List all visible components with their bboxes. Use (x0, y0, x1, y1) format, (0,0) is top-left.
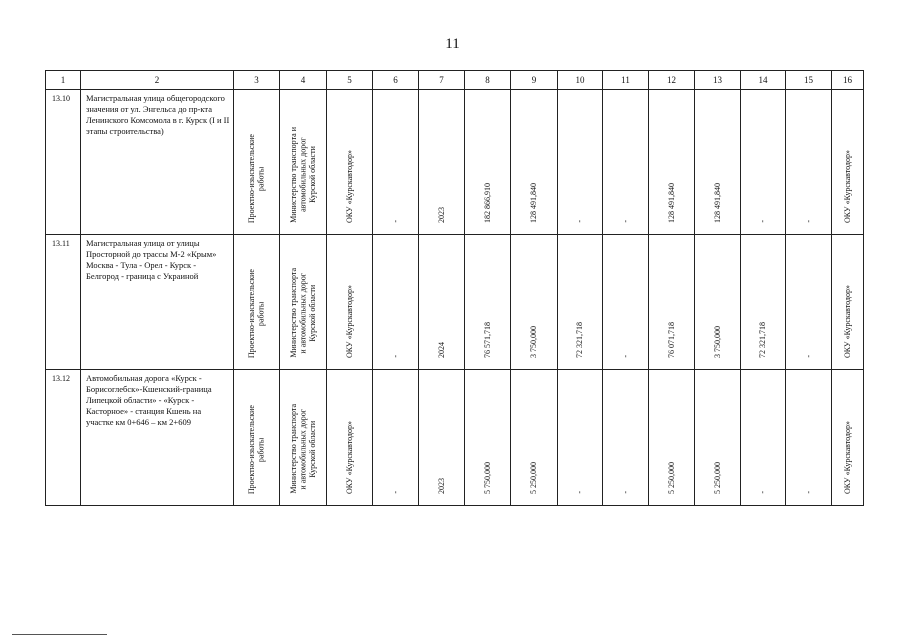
table-row (46, 90, 864, 235)
work-type: Проектно-изыскательские работы (247, 133, 266, 223)
column-header: 3 (234, 71, 280, 90)
responsible: ОКУ «Курскавтодор» (842, 284, 852, 358)
column-header: 16 (832, 71, 864, 90)
object-name: Автомобильная дорога «Курск - Борисоглебск»-Кшенский-граница Липецкой области» - «Курск - Касторное» - станция Кшень на участке км 0+646 – км 2+609 (81, 370, 234, 506)
column-header: 4 (280, 71, 327, 90)
cell-value: - (620, 220, 630, 223)
row-number: 13.12 (46, 370, 81, 506)
cell-value: 128 491,840 (529, 183, 539, 223)
column-header: 14 (741, 71, 786, 90)
cell-value: - (758, 491, 768, 494)
cell-value: 5 750,000 (482, 462, 492, 494)
column-header: 12 (649, 71, 695, 90)
column-header: 9 (511, 71, 558, 90)
ministry: Министерство транспорта и автомобильных дорог Курской области (288, 268, 317, 358)
object-name: Магистральная улица общегородского значения от ул. Энгельса до пр-кта Ленинского Комсомола в г. Курск (I и II этапы строительства) (81, 90, 234, 235)
ministry: Министерство транспорта и автомобильных дорог Курской области (288, 127, 317, 223)
cell-value: 5 250,000 (712, 462, 722, 494)
column-header: 2 (81, 71, 234, 90)
column-header: 10 (558, 71, 603, 90)
table-row (46, 235, 864, 370)
column-header: 15 (786, 71, 832, 90)
cell-value: 5 250,000 (666, 462, 676, 494)
footer-divider (12, 634, 107, 635)
cell-value: - (803, 220, 813, 223)
column-header: 5 (327, 71, 373, 90)
cell-value: 5 250,000 (529, 462, 539, 494)
cell-value: - (803, 355, 813, 358)
work-type: Проектно-изыскательские работы (247, 404, 266, 494)
column-header: 11 (603, 71, 649, 90)
row-number: 13.11 (46, 235, 81, 370)
work-type: Проектно-изыскательские работы (247, 268, 266, 358)
cell-value: - (575, 220, 585, 223)
column-header: 13 (695, 71, 741, 90)
cell-value: 182 866,910 (482, 183, 492, 223)
row-number: 13.10 (46, 90, 81, 235)
cell-value: 72 321,718 (575, 322, 585, 358)
year: 2024 (436, 342, 446, 358)
cell-value: - (803, 491, 813, 494)
investment-table (45, 70, 864, 506)
cell-value: 3 750,000 (712, 326, 722, 358)
cell-value: - (390, 355, 400, 358)
year: 2023 (436, 207, 446, 223)
table-row (46, 370, 864, 506)
column-header: 7 (419, 71, 465, 90)
cell-value: - (620, 491, 630, 494)
ministry: Министерство транспорта и автомобильных дорог Курской области (288, 404, 317, 494)
cell-value: - (758, 220, 768, 223)
cell-value: 128 491,840 (666, 183, 676, 223)
customer: ОКУ «Курскавтодор» (344, 149, 354, 223)
cell-value: 76 071,718 (666, 322, 676, 358)
cell-value: 3 750,000 (529, 326, 539, 358)
responsible: ОКУ «Курскавтодор» (842, 149, 852, 223)
column-header: 1 (46, 71, 81, 90)
page-number: 11 (445, 36, 460, 52)
object-name: Магистральная улица от улицы Просторной до трассы М-2 «Крым» Москва - Тула - Орел - Курск - Белгород - граница с Украиной (81, 235, 234, 370)
column-header: 8 (465, 71, 511, 90)
cell-value: - (620, 355, 630, 358)
cell-value: 76 571,718 (482, 322, 492, 358)
column-number-row (46, 71, 864, 90)
responsible: ОКУ «Курскавтодор» (842, 420, 852, 494)
column-header: 6 (373, 71, 419, 90)
cell-value: - (390, 491, 400, 494)
customer: ОКУ «Курскавтодор» (344, 284, 354, 358)
customer: ОКУ «Курскавтодор» (344, 420, 354, 494)
cell-value: - (390, 220, 400, 223)
cell-value: 128 491,840 (712, 183, 722, 223)
cell-value: - (575, 491, 585, 494)
year: 2023 (436, 478, 446, 494)
cell-value: 72 321,718 (758, 322, 768, 358)
